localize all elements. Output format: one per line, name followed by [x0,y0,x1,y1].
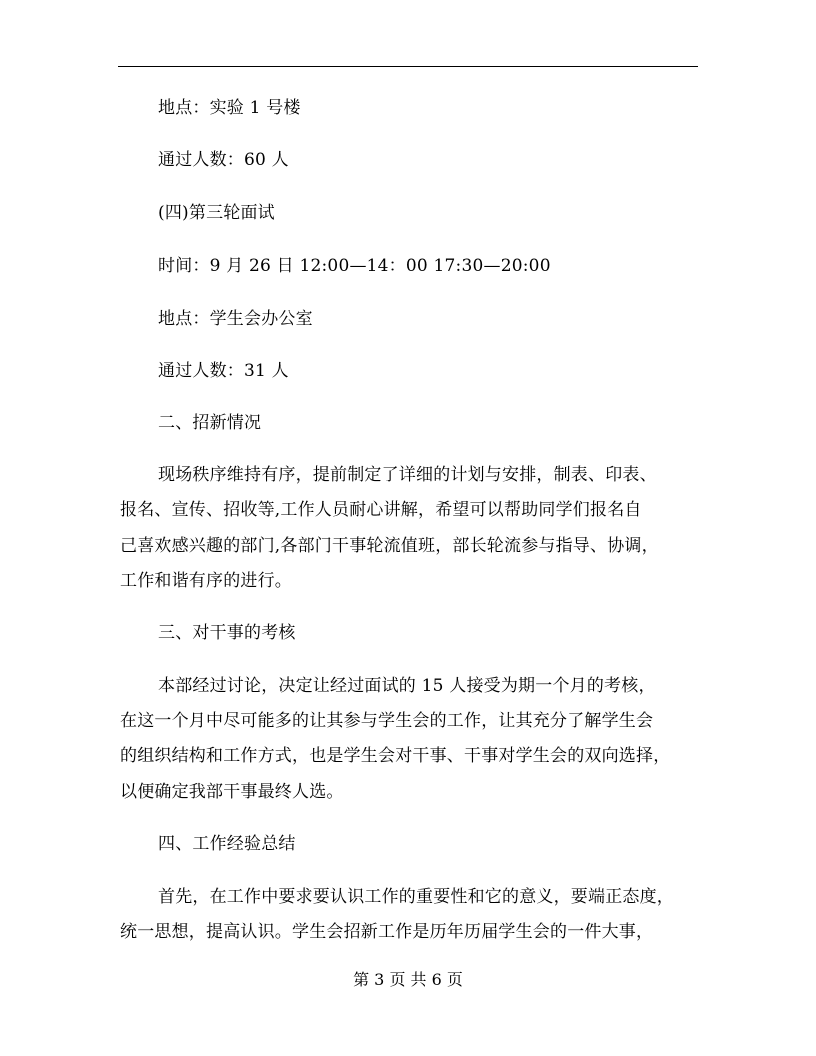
paragraph-assessment-line-3: 的组织结构和工作方式，也是学生会对干事、干事对学生会的双向选择， [120,746,671,766]
section-heading-summary: 四、工作经验总结 [158,834,296,854]
text-line-third-interview: (四)第三轮面试 [158,203,275,223]
paragraph-recruitment-line-4: 工作和谐有序的进行。 [120,571,292,591]
paragraph-summary-line-2: 统一思想，提高认识。学生会招新工作是历年历届学生会的一件大事， [120,922,654,942]
section-heading-assessment: 三、对干事的考核 [158,623,296,643]
page-footer [0,970,816,990]
paragraph-recruitment-line-2: 报名、宣传、招收等,工作人员耐心讲解，希望可以帮助同学们报名自 [120,500,642,520]
paragraph-summary-line-1: 首先，在工作中要求要认识工作的重要性和它的意义，要端正态度， [158,887,674,907]
paragraph-recruitment-line-1: 现场秩序维持有序，提前制定了详细的计划与安排，制表、印表、 [158,465,657,485]
text-line-location-2: 地点：学生会办公室 [158,309,313,329]
paragraph-recruitment-line-3: 己喜欢感兴趣的部门,各部门干事轮流值班，部长轮流参与指导、协调， [120,536,659,556]
text-line-location-1: 地点：实验 1 号楼 [158,98,301,118]
paragraph-assessment-line-4: 以便确定我部干事最终人选。 [120,782,344,802]
paragraph-assessment-line-2: 在这一个月中尽可能多的让其参与学生会的工作，让其充分了解学生会 [120,711,654,731]
header-rule [118,66,698,67]
section-heading-recruitment: 二、招新情况 [158,413,262,433]
text-line-passed-60: 通过人数：60 人 [158,150,289,170]
text-line-passed-31: 通过人数：31 人 [158,361,289,381]
page-number-label: 第 3 页 共 6 页 [353,970,463,989]
text-line-time: 时间：9 月 26 日 12:00—14：00 17:30—20:00 [158,256,551,276]
paragraph-assessment-line-1: 本部经过讨论，决定让经过面试的 15 人接受为期一个月的考核， [158,676,656,696]
